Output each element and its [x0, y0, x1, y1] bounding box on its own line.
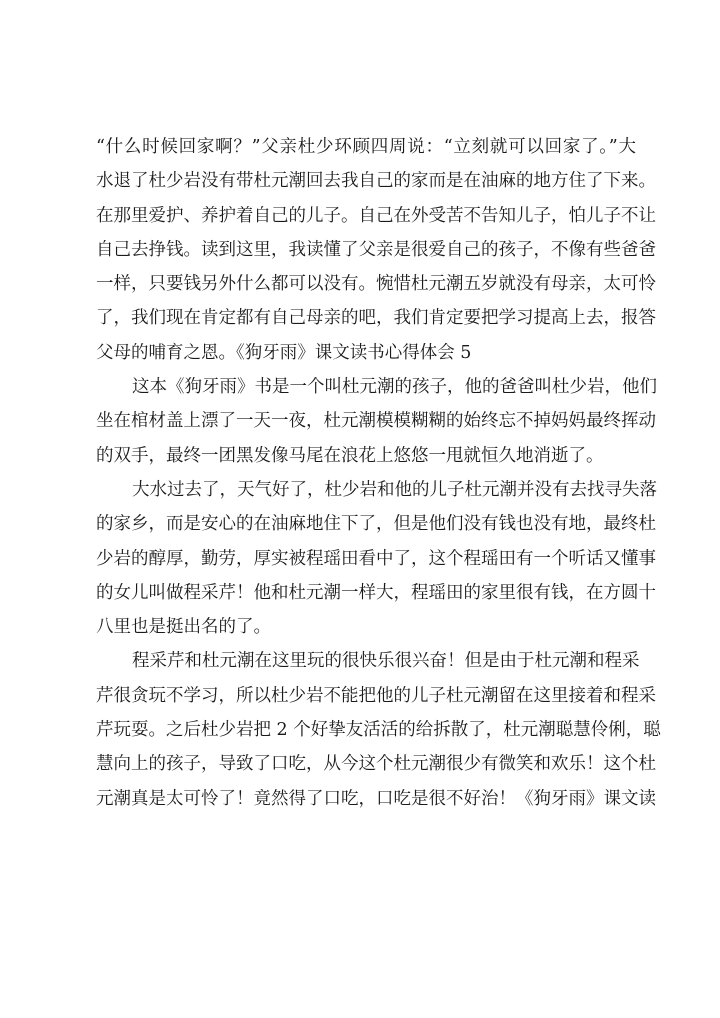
text-line: 芹很贪玩不学习，所以杜少岩不能把他的儿子杜元潮留在这里接着和程采 [96, 685, 656, 706]
text-line: 慧向上的孩子，导致了口吃，从今这个杜元潮很少有微笑和欢乐！这个杜 [96, 754, 656, 775]
paragraph [96, 370, 657, 473]
text-line: 的女儿叫做程采芹！他和杜元潮一样大，程瑶田的家里很有钱，在方圆十 [96, 582, 656, 603]
document-body [96, 130, 661, 816]
paragraph [96, 130, 656, 370]
paragraph [96, 644, 661, 815]
text-line: 的家乡，而是安心的在油麻地住下了，但是他们没有钱也没有地，最终杜 [96, 514, 656, 535]
text-line: 元潮真是太可怜了！竟然得了口吃，口吃是很不好治！《狗牙雨》课文读 [96, 788, 656, 809]
text-line: 芹玩耍。之后杜少岩把 2 个好挚友活活的给拆散了，杜元潮聪慧伶俐，聪 [96, 720, 661, 741]
text-line: 这本《狗牙雨》书是一个叫杜元潮的孩子，他的爸爸叫杜少岩，他们 [132, 377, 657, 398]
text-line: 自己去挣钱。读到这里，我读懂了父亲是很爱自己的孩子，不像有些爸爸 [96, 239, 656, 260]
text-line: 程采芹和杜元潮在这里玩的很快乐很兴奋！但是由于杜元潮和程采 [132, 651, 640, 672]
text-line: 八里也是挺出名的了。 [96, 617, 271, 638]
text-line: “什么时候回家啊？”父亲杜少环顾四周说：“立刻就可以回家了。”大 [96, 137, 636, 157]
paragraph [96, 473, 657, 644]
text-line: 一样，只要钱另外什么都可以没有。惋惜杜元潮五岁就没有母亲，太可怜 [96, 274, 656, 295]
text-line: 水退了杜少岩没有带杜元潮回去我自己的家而是在油麻的地方住了下来。 [96, 171, 656, 192]
text-line: 的双手，最终一团黑发像马尾在浪花上悠悠一甩就恒久地消逝了。 [96, 445, 604, 466]
text-line: 了，我们现在肯定都有自己母亲的吧，我们肯定要把学习提高上去，报答 [96, 308, 656, 329]
text-line: 坐在棺材盖上漂了一天一夜，杜元潮模模糊糊的始终忘不掉妈妈最终挥动 [96, 411, 656, 432]
text-line: 大水过去了，天气好了，杜少岩和他的儿子杜元潮并没有去找寻失落 [132, 479, 657, 500]
text-line: 在那里爱护、养护着自己的儿子。自己在外受苦不告知儿子，怕儿子不让 [96, 205, 656, 226]
text-line: 少岩的醇厚，勤劳，厚实被程瑶田看中了，这个程瑶田有一个听话又懂事 [96, 548, 656, 569]
text-line: 父母的哺育之恩。《狗牙雨》课文读书心得体会 5 [96, 342, 472, 363]
